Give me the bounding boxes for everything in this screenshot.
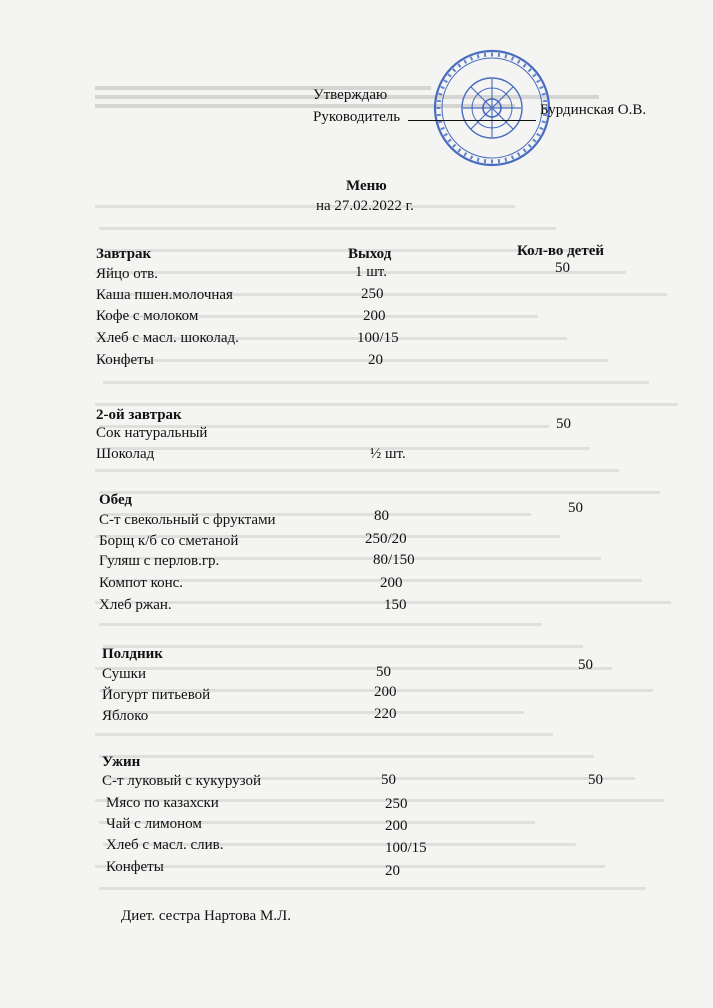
dish-output: 200 [374, 684, 397, 700]
signature-line [408, 120, 536, 121]
dish-name: Борщ к/б со сметаной [99, 533, 239, 549]
dish-name: Сушки [102, 666, 146, 682]
page-title: Меню [346, 178, 387, 194]
meal-title: Ужин [102, 754, 141, 770]
bleed-stroke [99, 227, 556, 230]
dish-name: Конфеты [96, 352, 154, 368]
dish-output: 50 [381, 772, 396, 788]
bleed-stroke [99, 359, 608, 362]
dish-name: Мясо по казахски [106, 795, 219, 811]
meal-title: 2-ой завтрак [96, 407, 182, 423]
bleed-stroke [95, 205, 515, 208]
dish-name: Сок натуральный [96, 425, 208, 441]
head-name: Бурдинская О.В. [540, 102, 647, 118]
dish-name: Конфеты [106, 859, 164, 875]
bleed-stroke [95, 667, 612, 670]
column-header-children: Кол-во детей [517, 243, 605, 259]
dish-output: 100/15 [385, 840, 427, 856]
dish-name: Йогурт питьевой [102, 687, 211, 703]
bleed-stroke [99, 887, 646, 890]
dish-output: 200 [385, 818, 408, 834]
dish-name: Хлеб с масл. шоколад. [96, 330, 239, 346]
bleed-stroke [99, 755, 594, 758]
bleed-stroke [95, 733, 553, 736]
dish-output: 100/15 [357, 330, 399, 346]
dish-name: Хлеб с масл. слив. [106, 837, 224, 853]
bleed-stroke [103, 645, 583, 648]
bleed-stroke [95, 601, 671, 604]
meal-title: Завтрак [96, 246, 152, 262]
bleed-stroke [99, 623, 542, 626]
menu-date: на 27.02.2022 г. [316, 198, 414, 214]
dish-output: 80/150 [373, 552, 415, 568]
dish-name: Шоколад [96, 446, 155, 462]
head-label: Руководитель [313, 109, 401, 125]
dish-output: 250 [385, 796, 408, 812]
bleed-stroke [103, 711, 524, 714]
dish-output: 250 [361, 286, 384, 302]
bleed-stroke [99, 491, 660, 494]
bleed-stroke [103, 579, 642, 582]
dish-name: Компот конс. [99, 575, 184, 591]
meal-title: Полдник [102, 646, 163, 662]
column-header-output: Выход [348, 246, 392, 262]
dietitian-signature: Диет. сестра Нартова М.Л. [121, 908, 291, 924]
official-stamp-icon [432, 48, 552, 168]
children-count: 50 [556, 416, 571, 432]
dish-name: Яблоко [102, 708, 149, 724]
dish-name: С-т свекольный с фруктами [99, 512, 276, 528]
children-count: 50 [555, 260, 570, 276]
children-count: 50 [588, 772, 603, 788]
dish-name: Яйцо отв. [96, 266, 158, 282]
dish-output: 200 [363, 308, 386, 324]
dish-output: 20 [385, 863, 400, 879]
dish-output: 80 [374, 508, 389, 524]
dish-name: Чай с лимоном [106, 816, 202, 832]
bleed-stroke [95, 403, 678, 406]
dish-name: С-т луковый с кукурузой [102, 773, 261, 789]
dish-name: Каша пшен.молочная [96, 287, 233, 303]
dish-output: 20 [368, 352, 383, 368]
dish-output: 200 [380, 575, 403, 591]
children-count: 50 [578, 657, 593, 673]
dish-output: 250/20 [365, 531, 407, 547]
dish-output: 1 шт. [355, 264, 387, 280]
bleed-stroke [103, 381, 649, 384]
bleed-stroke [95, 469, 619, 472]
dish-output: ½ шт. [370, 446, 406, 462]
dish-name: Кофе с молоком [96, 308, 199, 324]
dish-name: Хлеб ржан. [99, 597, 172, 613]
bleed-stroke [95, 865, 605, 868]
dish-output: 50 [376, 664, 391, 680]
bleed-stroke [103, 447, 590, 450]
dish-output: 220 [374, 706, 397, 722]
dish-name: Гуляш с перлов.гр. [99, 553, 220, 569]
children-count: 50 [568, 500, 583, 516]
meal-title: Обед [99, 492, 133, 508]
dish-output: 150 [384, 597, 407, 613]
approve-label: Утверждаю [313, 87, 388, 103]
